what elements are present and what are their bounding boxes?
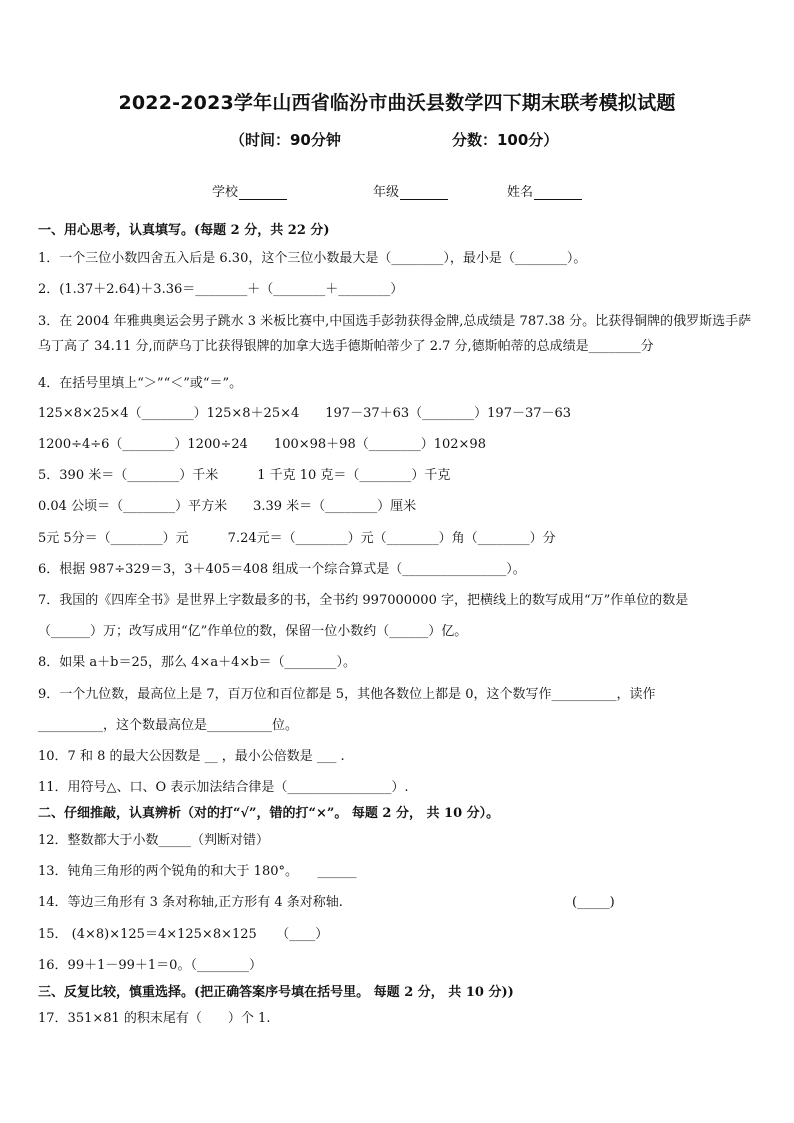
- question-4-row-2: 1200÷4÷6（________）1200÷24 100×98＋98（________）102×98: [38, 437, 486, 452]
- question-5-row-2: 0.04 公顷＝（________）平方米 3.39 米＝（________）厘米: [38, 499, 417, 514]
- grade-label: 年级: [373, 185, 400, 200]
- exam-meta: [0, 129, 794, 151]
- question-17: 17．351×81 的积末尾有（ ）个 1.: [38, 1011, 271, 1026]
- question-14-answer-blank[interactable]: (_____): [572, 895, 615, 910]
- question-12: 12．整数都大于小数_____（判断对错）: [38, 833, 270, 848]
- question-6: 6．根据 987÷329＝3，3＋405＝408 组成一个综合算式是（________________）。: [38, 562, 526, 577]
- question-8: 8．如果 a＋b＝25，那么 4×a＋4×b＝（________）。: [38, 655, 357, 670]
- question-1: 1．一个三位小数四舍五入后是 6.30，这个三位小数最大是（________），最小是（________）。: [38, 251, 587, 266]
- question-15: 15． (4×8)×125＝4×125×8×125 （____）: [38, 927, 329, 942]
- question-5: 5．390 米＝（________）千米 1 千克 10 克＝（________）千克: [38, 468, 451, 483]
- question-13: 13．钝角三角形的两个锐角的和大于 180°。 ______: [38, 864, 357, 879]
- grade-field[interactable]: [373, 181, 448, 200]
- question-7: 7．我国的《四库全书》是世界上字数最多的书，全书约 997000000 字，把横线上的数写成用“万”作单位的数是: [38, 593, 689, 608]
- question-9: 9．一个九位数，最高位上是 7，百万位和百位都是 5，其他各数位上都是 0，这个数写作__________，读作: [38, 687, 656, 702]
- school-label: 学校: [212, 185, 239, 200]
- name-label: 姓名: [507, 185, 534, 200]
- question-3: 3．在 2004 年雅典奥运会男子跳水 3 米板比赛中,中国选手彭勃获得金牌,总成绩是 787.38 分。比获得铜牌的俄罗斯选手萨乌丁高了 34.11 分,而萨乌丁比获得银牌的加拿大选手德斯帕蒂少了 2.7 分,德斯帕蒂的总成绩是________分: [38, 314, 752, 354]
- question-9-row-2: __________，这个数最高位是__________位。: [38, 718, 299, 733]
- grade-blank[interactable]: [400, 185, 448, 200]
- school-blank[interactable]: [239, 185, 287, 200]
- student-info: [0, 181, 794, 201]
- question-4: 4．在括号里填上“＞”“＜”或“＝”。: [38, 376, 243, 391]
- name-field[interactable]: [507, 181, 582, 200]
- question-11: 11．用符号△、口、O 表示加法结合律是（________________）.: [38, 780, 409, 795]
- question-14: 14．等边三角形有 3 条对称轴,正方形有 4 条对称轴.: [38, 895, 343, 910]
- question-2: 2．(1.37＋2.64)＋3.36＝________＋（________＋________）: [38, 282, 404, 297]
- section-1-heading: 一、用心思考，认真填写。(每题 2 分，共 22 分): [38, 223, 330, 238]
- page-title: 2022-2023学年山西省临汾市曲沃县数学四下期末联考模拟试题: [118, 92, 676, 114]
- question-7-row-2: （______）万；改写成用“亿”作单位的数，保留一位小数约（______）亿。: [38, 624, 468, 639]
- score-label: 分数：100分）: [452, 131, 559, 149]
- question-4-row-1: 125×8×25×4（________）125×8＋25×4 197－37＋63（________）197－37－63: [38, 406, 572, 421]
- section-2-heading: 二、仔细推敲，认真辨析（对的打“√”，错的打“×”。 每题 2 分， 共 10 分）。: [38, 806, 500, 821]
- question-10: 10．7 和 8 的最大公因数是 __ ，最小公倍数是 ___ .: [38, 749, 345, 764]
- question-16: 16．99＋1－99＋1＝0。（________）: [38, 958, 262, 973]
- school-field[interactable]: [212, 181, 287, 200]
- name-blank[interactable]: [534, 185, 582, 200]
- question-5-row-3: 5元 5分＝（________）元 7.24元＝（________）元（________）角（________）分: [38, 531, 556, 546]
- section-3-heading: 三、反复比较，慎重选择。(把正确答案序号填在括号里。 每题 2 分， 共 10 分)): [38, 985, 514, 1000]
- time-label: （时间：90分钟: [230, 131, 341, 149]
